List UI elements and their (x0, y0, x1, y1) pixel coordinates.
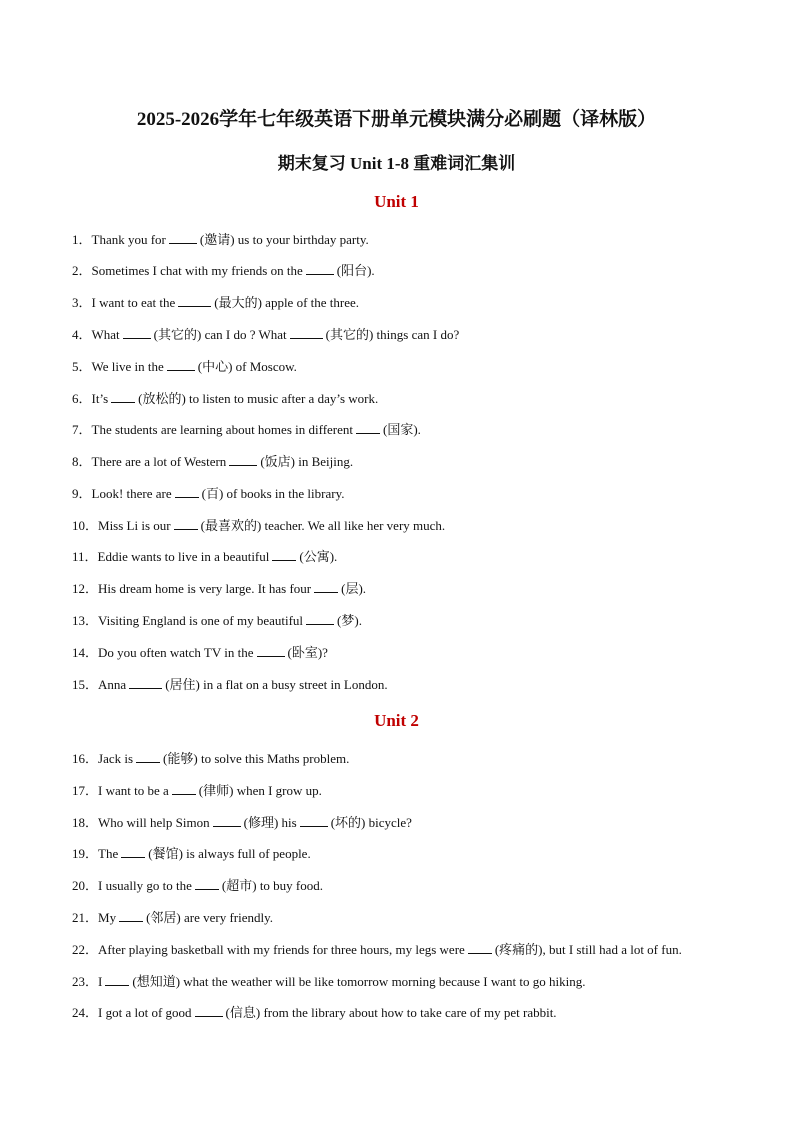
answer-blank (121, 845, 145, 858)
answer-blank (119, 909, 143, 922)
answer-blank (105, 973, 129, 986)
question-8: 8．There are a lot of Western (饭店) in Beijing. (72, 454, 354, 469)
answer-blank (306, 612, 334, 625)
answer-blank (229, 453, 257, 466)
question-10: 10．Miss Li is our (最喜欢的) teacher. We all like her very much. (72, 518, 446, 533)
question-19: 19．The (餐馆) is always full of people. (72, 846, 311, 861)
question-13: 13．Visiting England is one of my beautiful (梦). (72, 613, 362, 628)
unit-1-heading: Unit 1 (374, 192, 419, 211)
answer-blank (195, 1004, 223, 1017)
question-3: 3．I want to eat the (最大的) apple of the three. (72, 295, 360, 310)
answer-blank (356, 421, 380, 434)
question-12: 12．His dream home is very large. It has four (层). (72, 581, 367, 596)
answer-blank (272, 548, 296, 561)
answer-blank (290, 326, 323, 339)
answer-blank (257, 644, 285, 657)
question-5: 5．We live in the (中心) of Moscow. (72, 359, 297, 374)
question-11: 11．Eddie wants to live in a beautiful (公寓). (72, 549, 338, 564)
question-20: 20．I usually go to the (超市) to buy food. (72, 878, 324, 893)
answer-blank (178, 294, 211, 307)
question-23: 23．I (想知道) what the weather will be like tomorrow morning because I want to go hiking. (72, 974, 586, 989)
question-16: 16．Jack is (能够) to solve this Maths problem. (72, 751, 350, 766)
answer-blank (129, 676, 162, 689)
question-2: 2．Sometimes I chat with my friends on the (阳台). (72, 263, 375, 278)
question-4: 4．What (其它的) can I do ? What (其它的) things can I do? (72, 327, 460, 342)
question-22: 22．After playing basketball with my friends for three hours, my legs were (疼痛的), but I still had a lot of fun. (72, 942, 682, 957)
question-21: 21．My (邻居) are very friendly. (72, 910, 274, 925)
question-1: 1．Thank you for (邀请) us to your birthday party. (72, 232, 369, 247)
question-24: 24．I got a lot of good (信息) from the library about how to take care of my pet rabbit. (72, 1005, 557, 1020)
answer-blank (111, 390, 135, 403)
question-9: 9．Look! there are (百) of books in the library. (72, 486, 345, 501)
answer-blank (314, 580, 338, 593)
question-14: 14．Do you often watch TV in the (卧室)? (72, 645, 328, 660)
document-title: 2025-2026学年七年级英语下册单元模块满分必刷题（译林版） (136, 109, 657, 130)
answer-blank (169, 231, 197, 244)
answer-blank (213, 814, 241, 827)
answer-blank (468, 941, 492, 954)
unit-2-heading: Unit 2 (374, 711, 419, 730)
document-subtitle: 期末复习 Unit 1-8 重难词汇集训 (277, 154, 516, 173)
question-17: 17．I want to be a (律师) when I grow up. (72, 783, 322, 798)
question-7: 7．The students are learning about homes in different (国家). (72, 422, 421, 437)
answer-blank (300, 814, 328, 827)
answer-blank (136, 750, 160, 763)
answer-blank (174, 517, 198, 530)
question-18: 18．Who will help Simon (修理) his (坏的) bicycle? (72, 815, 412, 830)
answer-blank (172, 782, 196, 795)
answer-blank (167, 358, 195, 371)
question-15: 15．Anna (居住) in a flat on a busy street in London. (72, 677, 388, 692)
answer-blank (195, 877, 219, 890)
answer-blank (175, 485, 199, 498)
answer-blank (306, 262, 334, 275)
answer-blank (123, 326, 151, 339)
question-6: 6．It’s (放松的) to listen to music after a day’s work. (72, 391, 379, 406)
